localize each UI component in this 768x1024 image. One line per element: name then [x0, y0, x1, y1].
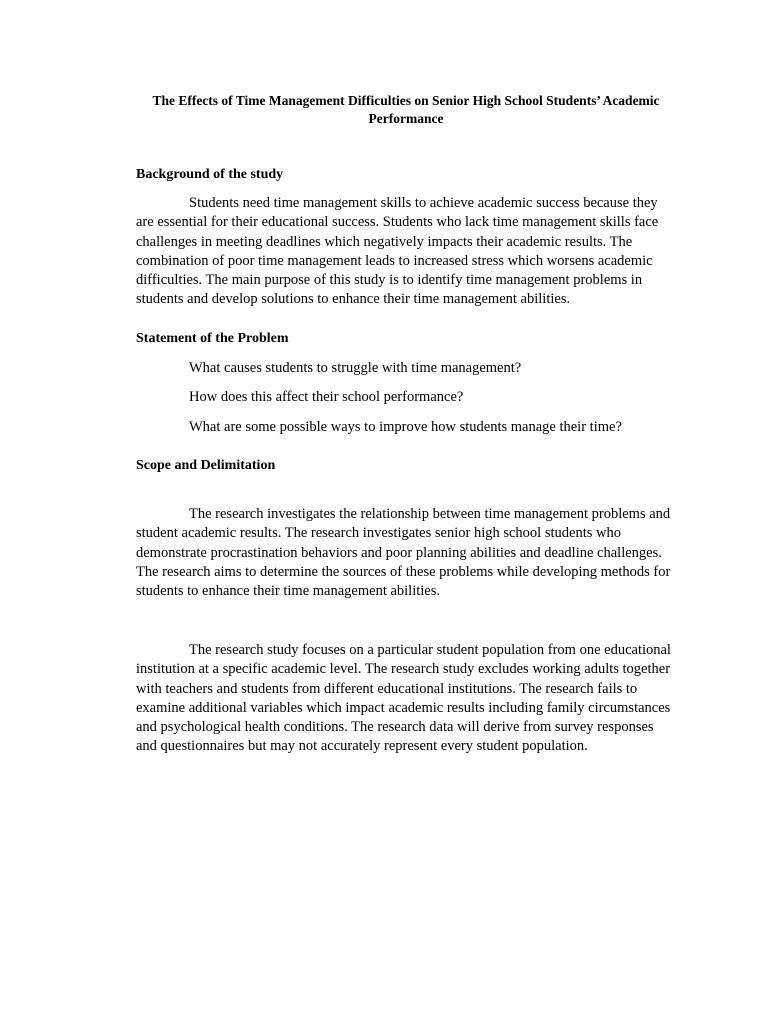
- problem-heading: Statement of the Problem: [136, 331, 289, 346]
- scope-heading: Scope and Delimitation: [136, 458, 276, 473]
- scope-paragraph-1: The research investigates the relationship between time management problems and student academic results. The research investigates senior high school students who demonstrate procrastination behaviors and poor planning abilities and deadline challenges. The research aims to determine the sources of these problems while developing methods for students to enhance their time management abilities.: [136, 506, 671, 600]
- problem-question-3: What are some possible ways to improve how students manage their time?: [189, 419, 622, 435]
- scope-paragraph-2: The research study focuses on a particular student population from one educational institution at a specific academic level. The research study excludes working adults together with teachers and students from different educational institutions. The research fails to examine additional variables which impact academic results including family circumstances and psychological health conditions. The research data will derive from survey responses and questionnaires but may not accurately represent every student population.: [136, 642, 671, 755]
- background-paragraph: Students need time management skills to achieve academic success because they are essential for their educational success. Students who lack time management skills face challenges in meeting deadlines which negatively impacts their academic results. The combination of poor time management leads to increased stress which worsens academic difficulties. The main purpose of this study is to identify time management problems in students and develop solutions to enhance their time management abilities.: [136, 195, 659, 308]
- problem-question-2: How does this affect their school performance?: [189, 389, 464, 405]
- background-heading: Background of the study: [136, 167, 284, 182]
- problem-question-1: What causes students to struggle with time management?: [189, 360, 522, 376]
- document-title: The Effects of Time Management Difficulties on Senior High School Students’ Academic Performance: [152, 93, 660, 126]
